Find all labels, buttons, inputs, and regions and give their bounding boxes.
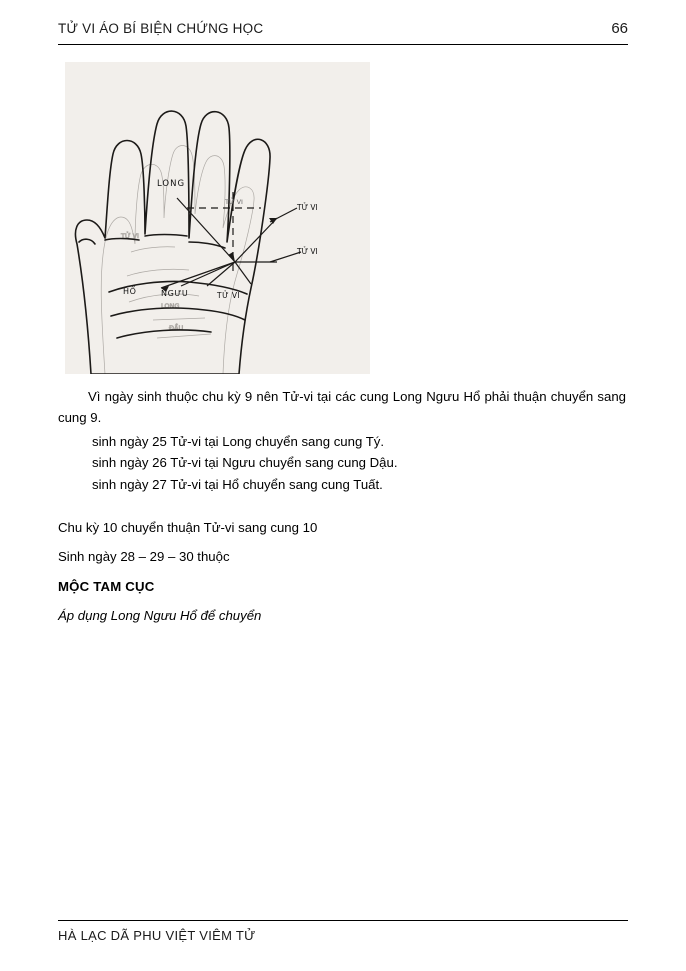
line-day-27: sinh ngày 27 Tử-vi tại Hổ chuyển sang cung Tuất. (92, 476, 383, 492)
note-application: Áp dụng Long Ngưu Hổ để chuyển (58, 608, 262, 623)
page-header (58, 20, 628, 37)
body-content (58, 386, 626, 626)
svg-text:TỬ VI: TỬ VI (297, 203, 318, 212)
line-day-26: sinh ngày 26 Tử-vi tại Ngưu chuyển sang cung Dậu. (92, 455, 398, 471)
svg-text:LONG: LONG (157, 179, 186, 189)
hand-diagram-figure (65, 62, 370, 374)
svg-text:TỬ VI: TỬ VI (225, 198, 243, 206)
paragraph-intro: Vì ngày sinh thuộc chu kỳ 9 nên Tử-vi tại các cung Long Ngưu Hổ phải thuận chuyển sang cung 9. (58, 389, 626, 426)
svg-text:NGƯU: NGƯU (161, 289, 189, 298)
svg-text:ĐẦU: ĐẦU (169, 324, 184, 332)
page-number: 66 (611, 20, 628, 37)
section-spacer (58, 495, 626, 517)
line-day-25: sinh ngày 25 Tử-vi tại Long chuyển sang cung Tý. (92, 433, 385, 449)
svg-text:TỬ VI: TỬ VI (297, 247, 318, 256)
header-title: TỬ VI ÁO BÍ BIỆN CHỨNG HỌC (58, 21, 264, 36)
footer-text: HÀ LẠC DÃ PHU VIỆT VIÊM TỬ (58, 928, 256, 943)
svg-text:TỬ VI: TỬ VI (121, 232, 139, 240)
line-birth-days: Sinh ngày 28 – 29 – 30 thuộc (58, 549, 230, 565)
heading-moc-tam-cuc: MỘC TAM CỤC (58, 578, 155, 594)
svg-text:HỔ: HỔ (123, 287, 137, 296)
footer-divider (58, 920, 628, 921)
header-divider (58, 44, 628, 45)
line-cycle-10: Chu kỳ 10 chuyển thuận Tử-vi sang cung 10 (58, 519, 318, 535)
svg-text:LONG: LONG (161, 302, 180, 310)
svg-text:TỬ VI: TỬ VI (217, 291, 241, 300)
